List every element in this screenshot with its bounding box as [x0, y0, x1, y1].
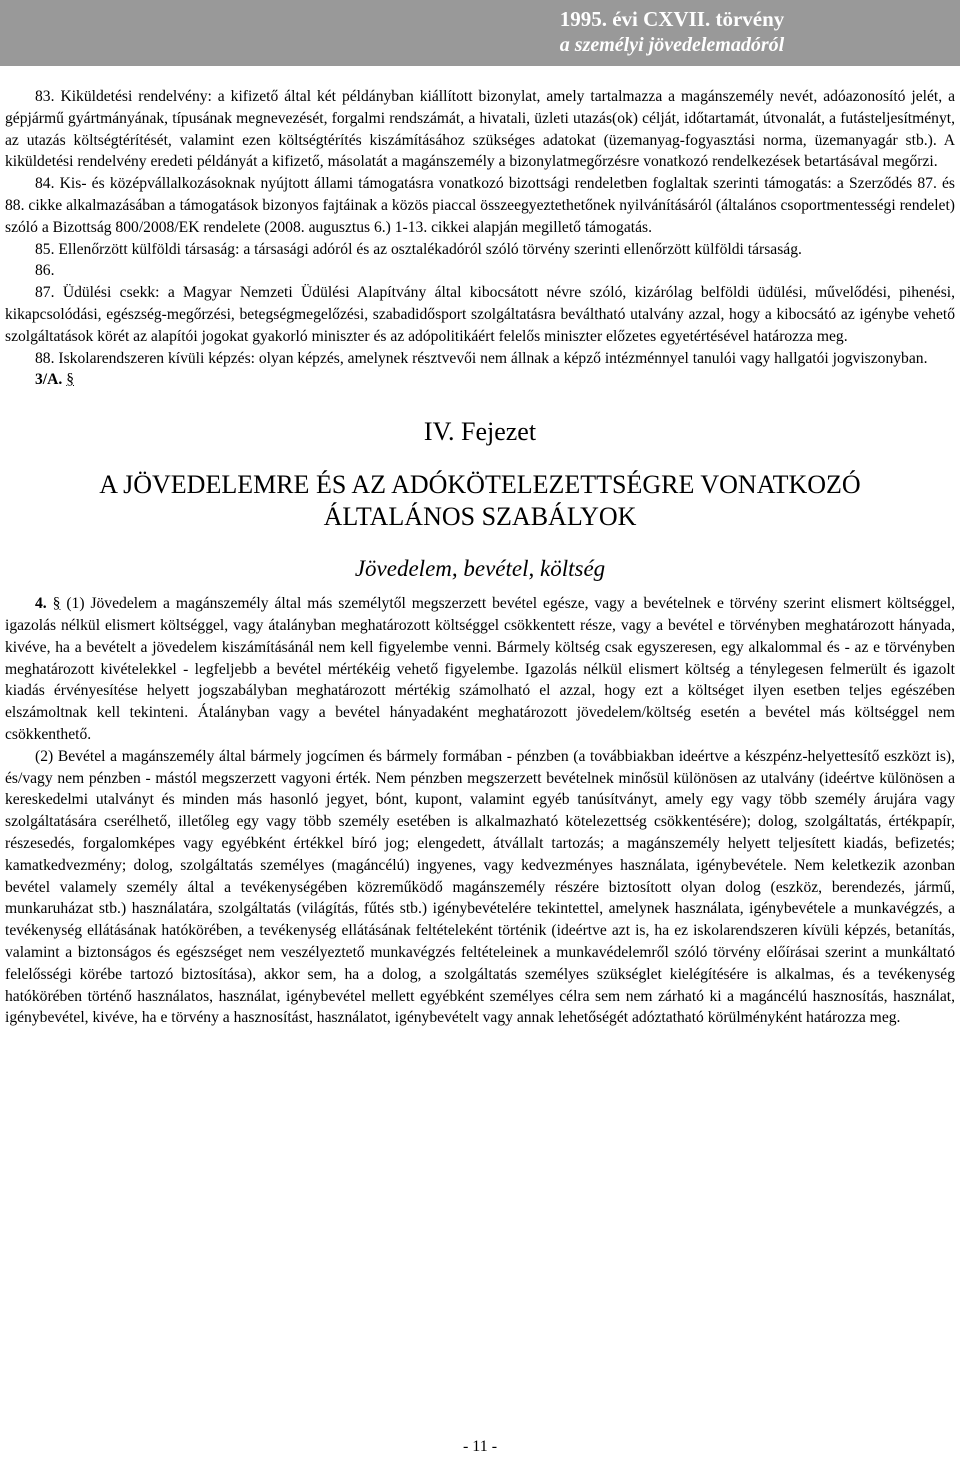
item-number: 87. [35, 284, 55, 302]
section-4-number: 4. [35, 595, 47, 613]
law-title: 1995. évi CXVII. törvény [559, 7, 785, 31]
section-text: (2) Bevétel a magánszemély által bármely jogcímen és bármely formában - pénzben (a továbbiakban ideértve a készpénz-helyettesítő eszközt is), és/vagy nem pénzben - mástól megszerzett vagyoni érték. Nem pénzben megszerzett bevételnek minősül különösen az utalvány (ideértve különösen a kereskedelmi utalványt és minden más hasonló jegyet, bónt, kupont, valamint egyéb tanúsítványt, amely egy vagy több személy árujára vagy szolgáltatására cserélhető, illetőleg egy vagy több személy esetében is alkalmazható kötelezettség csökkentésére); dolog, szolgáltatás, értékpapír, részesedés, forgalomképes vagy egyébként értékkel bíró jog; elengedett, átvállalt tartozás; a magánszemély helyett teljesített kiadás, befizetés; kamatkedvezmény; dolog, szolgáltatás személyes (magáncélú) ingyenes, vagy kedvezményes használata, igénybevétele. Nem keletkezik azonban bevétel valamely személy által a tevékenységében közreműködő magánszemély részére biztosított olyan dolog (eszköz, berendezés, jármű, munkaruházat stb.) használatára, szolgáltatás (világítás, fűtés stb.) igénybevételére tekintettel, amelynek használata, igénybevétele a munkavégzés, a tevékenység ellátásának hatókörében, a tevékenység ellátásának feltételeként történik (ideértve azt is, ha ez iskolarendszeren kívüli képzés, betanítás, valamint a biztonságos és egészséget nem veszélyeztető munkavégzés feltételeinek a munkavédelemről szóló törvény előírásai szerint a munkáltató felelősségi körébe tartozó biztosítása), akkor sem, ha a dolog, a szolgáltatás személyes szükséglet kielégítésére is alkalmas, és a tevékenység hatókörében történő használatos, használat, igénybevétel mellett egyébként személyes célra sem nem zárható ki a magáncélú hasznosítás, használat, igénybevétel, kivéve, ha e törvény a hasznosítást, használatot, igénybevételt vagy annak lehetőségét adóztatható körülményként határozza meg. [5, 747, 955, 1027]
item-number: 88. [35, 349, 55, 367]
section-text: (1) Jövedelem a magánszemély által más személytől megszerzett bevétel egésze, vagy a bevételnek e törvény szerint elismert költséggel, igazolás nélkül elismert költséggel, vagy átalányban meghatározott költséggel csökkentett része, vagy a bevétel e törvényben meghatározott hányada, kivéve, ha a bevételt a jövedelem kiszámításánál nem kell figyelembe venni. Bármely költség csak egyszeresen, egy alkalommal és - az e törvényben meghatározott kivételekkel - legfeljebb a bevétel mértékéig vehető figyelembe. Igazolás nélkül elismert költség a ténylegesen felmerült és igazolt kiadás érvényesítése helyett jogszabályban meghatározott mértékig számolható el azzal, hogy ezt a költséget ilyen esetben teljes egészében elszámoltnak kell tekinteni. Átalányban vagy a bevétel hányadaként meghatározott jövedelem/költség esetén a bevétel más költséggel nem csökkenthető. [5, 595, 955, 743]
page-number: - 11 - [462, 1438, 498, 1455]
definition-88 [5, 348, 955, 370]
definition-87 [5, 282, 955, 347]
definition-86 [5, 260, 955, 282]
definition-85 [5, 239, 955, 261]
definition-83 [5, 86, 955, 173]
header-title [422, 6, 922, 58]
item-number: 86. [35, 262, 55, 280]
chapter-subtitle: Jövedelem, bevétel, költség [354, 556, 606, 582]
chapter-title-line1: A JÖVEDELEMRE ÉS AZ ADÓKÖTELEZETTSÉGRE VONATKOZÓ [99, 470, 861, 500]
law-subtitle: a személyi jövedelemadóról [559, 34, 785, 56]
chapter-number: IV. Fejezet [423, 417, 537, 447]
section-3a-number: 3/A. [35, 371, 63, 389]
section-4-para-1 [5, 593, 955, 746]
section-3a-ref [5, 369, 955, 391]
item-text: Kis- és középvállalkozásoknak nyújtott állami támogatásra vonatkozó bizottsági rendeletben foglaltak szerinti támogatás: a Szerződés 87. és 88. cikke alkalmazásában a támogatások bizonyos fajtáinak a közös piaccal összeegyeztethetőnek nyilvánításáról (általános csoportmentességi rendelet) szóló a Bizottság 800/2008/EK rendelete (2008. augusztus 6.) 1-13. cikkei alapján megillető támogatás. [5, 175, 956, 236]
chapter-title-line2: ÁLTALÁNOS SZABÁLYOK [323, 502, 637, 532]
item-text: Üdülési csekk: a Magyar Nemzeti Üdülési Alapítvány által kibocsátott névre szóló, kizárólag belföldi üdülési, művelődési, pihenési, kikapcsolódási, egészség-megőrzési, betegségmegelőzési, szabadidősport szolgáltatásra beváltható utalvány azzal, hogy a kibocsátó az igénybe vehető szolgáltatások körét az alapítói jogokat gyakorló miniszter és az adópolitikáért felelős miniszter előzetes egyetértésével határozza meg. [5, 284, 955, 345]
item-number: 84. [35, 175, 55, 193]
item-number: 83. [35, 88, 55, 105]
item-text: Iskolarendszeren kívüli képzés: olyan képzés, amelynek résztvevői nem állnak a képző intézménnyel tanulói vagy hallgatói jogviszonyban. [58, 349, 928, 367]
definition-84 [5, 173, 955, 238]
section-4-para-2 [5, 746, 955, 1029]
document-body [5, 86, 955, 1029]
paragraph-symbol-link[interactable]: § [52, 595, 61, 613]
item-text: Kiküldetési rendelvény: a kifizető által két példányban kiállított bizonylat, amely tartalmazza a magánszemély nevét, adóazonosító jelét, a gépjármű gyártmányának, típusának megnevezését, forgalmi rendszámát, a hivatali, üzleti utazás(ok) célját, időtartamát, útvonalát, a futásteljesítményt, az utazás költségtérítését, valamint ezen költségtérítés kiszámításához szükséges adatokat (üzemanyag-fogyasztási norma, üzemanyagár stb.). A kiküldetési rendelvény eredeti példányát a kifizető, másolatát a magánszemély a bizonylatmegőrzésre vonatkozó rendelkezések betartásával megőrzi. [5, 88, 955, 171]
item-text: Ellenőrzött külföldi társaság: a társasági adóról és az osztalékadóról szóló törvény szerinti ellenőrzött külföldi társaság. [58, 240, 802, 258]
item-number: 85. [35, 240, 55, 258]
chapter-title [5, 469, 955, 533]
paragraph-symbol-link[interactable]: § [66, 371, 74, 389]
header-bar [0, 0, 960, 66]
